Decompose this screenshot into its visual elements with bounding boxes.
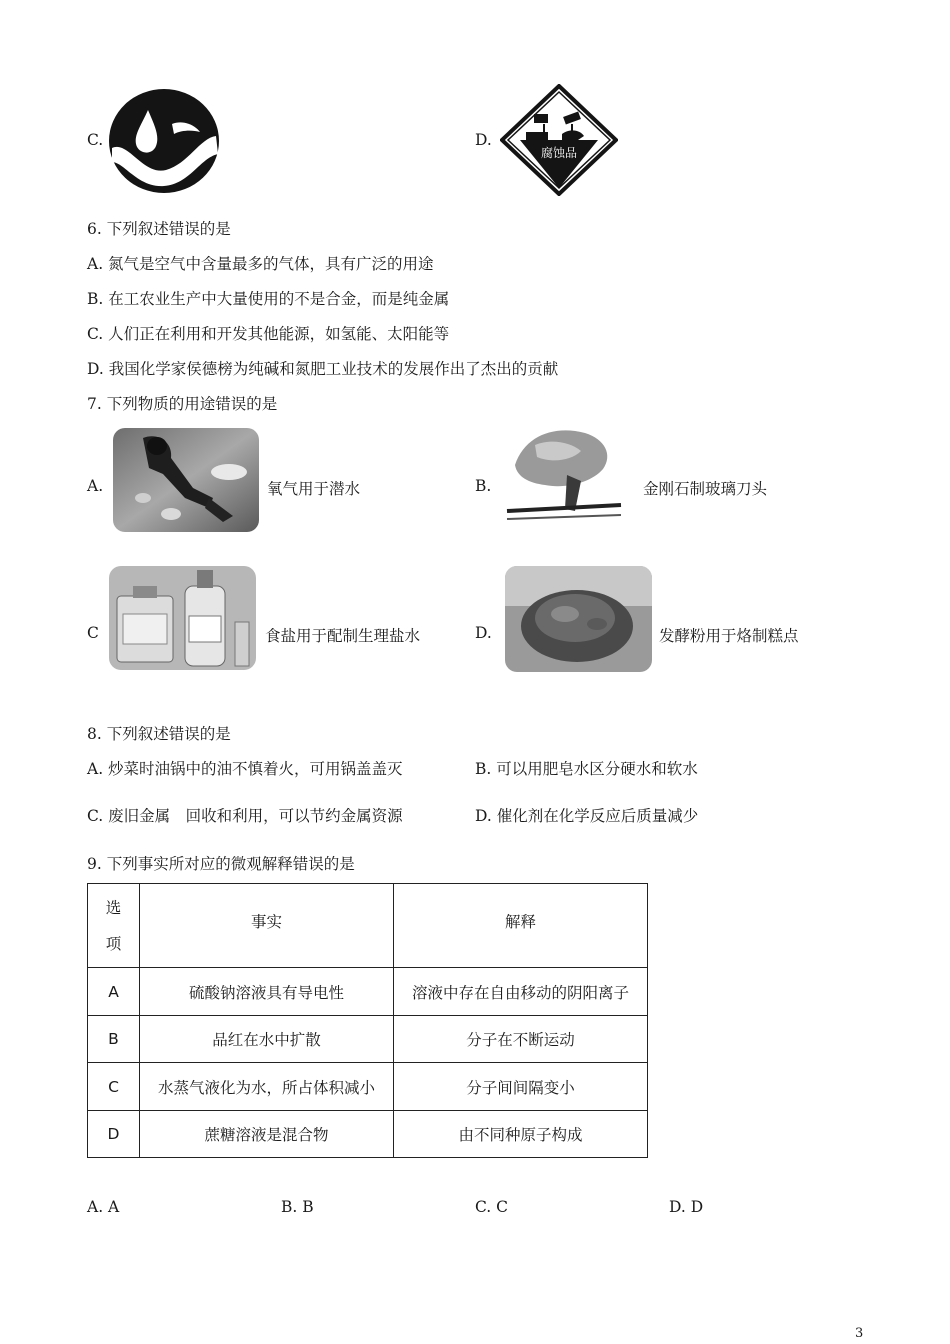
glass-cutter-photo — [505, 425, 623, 527]
row-fact: 品红在水中扩散 — [140, 1016, 394, 1063]
q8-option-b: B. 可以用肥皂水区分硬水和软水 — [475, 760, 698, 778]
water-saving-icon — [108, 88, 220, 194]
saline-bottles-photo — [109, 566, 256, 670]
row-fact: 硫酸钠溶液具有导电性 — [140, 968, 394, 1016]
q9-answer-b: B. B — [281, 1198, 314, 1216]
row-option: A — [88, 968, 140, 1016]
header-option-line1: 选 — [105, 898, 122, 917]
q7-option-b-label: B. — [475, 477, 492, 495]
corrosive-sign-text: 腐蚀品 — [540, 146, 578, 160]
q9-answer-a: A. A — [87, 1198, 120, 1216]
page-number: 3 — [855, 1326, 864, 1341]
q5-option-c-label: C. — [87, 131, 104, 149]
q5-option-d-label: D. — [475, 131, 492, 149]
q7-option-c-text: 食盐用于配制生理盐水 — [265, 627, 421, 645]
q6-option-d: D. 我国化学家侯德榜为纯碱和氮肥工业技术的发展作出了杰出的贡献 — [87, 360, 559, 378]
q9-table — [87, 883, 648, 1158]
table-row — [88, 1111, 648, 1158]
q6-option-a: A. 氮气是空气中含量最多的气体，具有广泛的用途 — [87, 255, 434, 273]
header-option — [88, 884, 140, 968]
row-option: D — [88, 1111, 140, 1158]
q8-option-d: D. 催化剂在化学反应后质量减少 — [475, 807, 699, 825]
q7-option-a-label: A. — [87, 477, 104, 495]
header-option-line2: 项 — [105, 934, 122, 953]
table-header-row — [88, 884, 648, 968]
q6-option-c: C. 人们正在利用和开发其他能源，如氢能、太阳能等 — [87, 325, 450, 343]
diver-photo — [113, 428, 259, 532]
q9-stem: 9. 下列事实所对应的微观解释错误的是 — [87, 855, 355, 873]
q9-answer-c: C. C — [475, 1198, 509, 1216]
row-explain: 由不同种原子构成 — [394, 1111, 648, 1158]
q8-option-c: C. 废旧金属 回收和利用，可以节约金属资源 — [87, 807, 403, 825]
corrosive-hazard-icon — [500, 84, 618, 196]
table-row — [88, 968, 648, 1016]
q7-option-d-label: D. — [475, 624, 492, 642]
q7-option-a-text: 氧气用于潜水 — [267, 480, 361, 498]
row-explain: 分子间间隔变小 — [394, 1063, 648, 1111]
row-option: C — [88, 1063, 140, 1111]
q8-option-a: A. 炒菜时油锅中的油不慎着火，可用锅盖盖灭 — [87, 760, 403, 778]
q7-option-c-label: C — [87, 624, 99, 642]
row-fact: 蔗糖溶液是混合物 — [140, 1111, 394, 1158]
q9-answer-d: D. D — [669, 1198, 704, 1216]
q7-option-b-text: 金刚石制玻璃刀头 — [643, 480, 768, 498]
q6-stem: 6. 下列叙述错误的是 — [87, 220, 231, 238]
row-explain: 溶液中存在自由移动的阴阳离子 — [394, 968, 648, 1016]
q6-option-b: B. 在工农业生产中大量使用的不是合金，而是纯金属 — [87, 290, 450, 308]
q7-option-d-text: 发酵粉用于烙制糕点 — [659, 627, 799, 645]
header-fact: 事实 — [140, 884, 394, 968]
row-explain: 分子在不断运动 — [394, 1016, 648, 1063]
q7-stem: 7. 下列物质的用途错误的是 — [87, 395, 278, 413]
steamed-cake-photo — [505, 566, 652, 672]
header-explain: 解释 — [394, 884, 648, 968]
row-fact: 水蒸气液化为水，所占体积减小 — [140, 1063, 394, 1111]
row-option: B — [88, 1016, 140, 1063]
table-row — [88, 1063, 648, 1111]
table-row — [88, 1016, 648, 1063]
q8-stem: 8. 下列叙述错误的是 — [87, 725, 231, 743]
